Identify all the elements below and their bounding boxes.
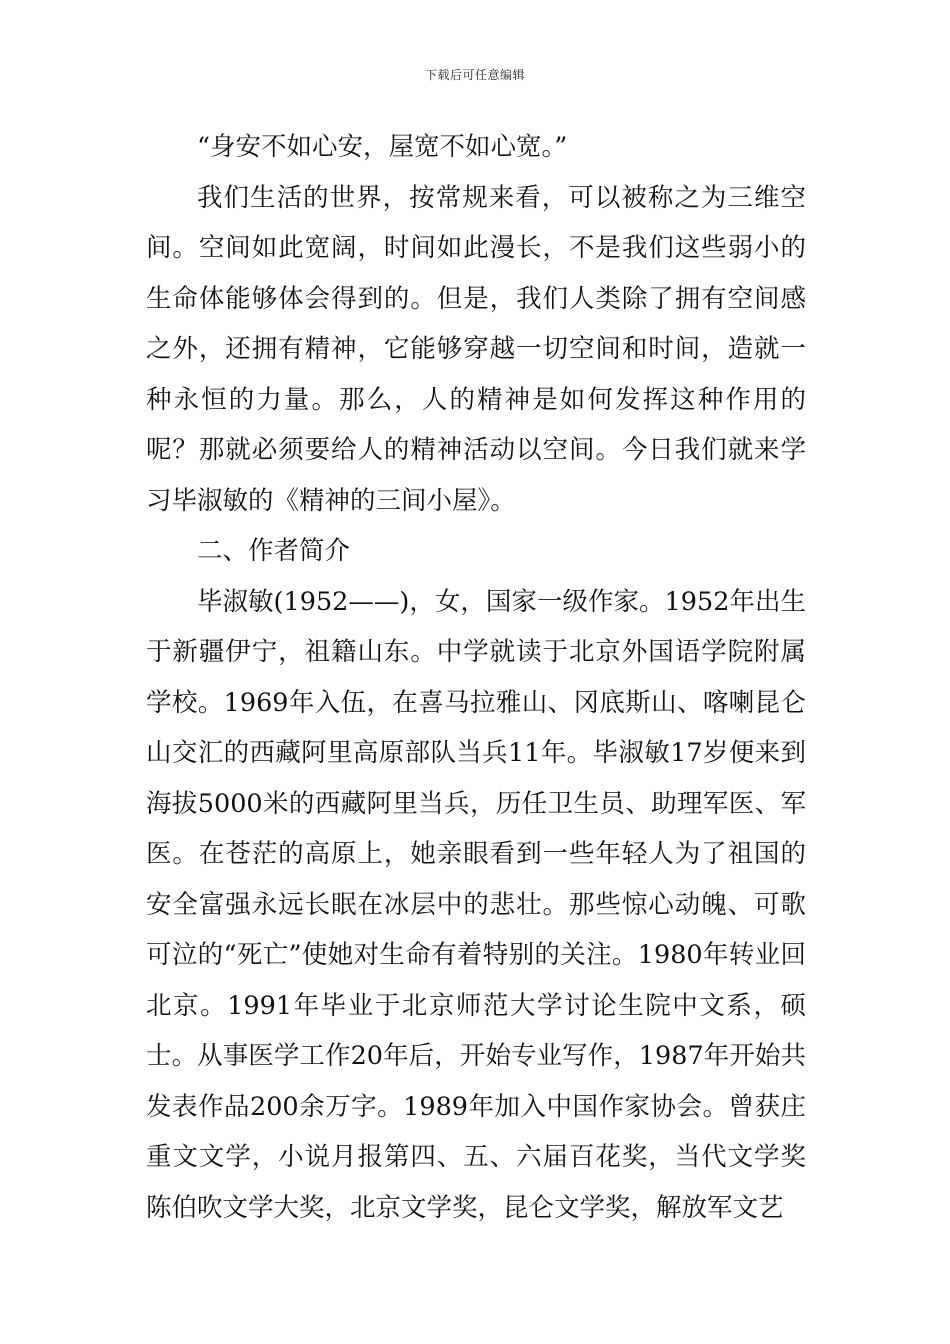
opening-quote-paragraph: “身安不如心安，屋宽不如心宽。”: [197, 132, 568, 162]
document-body: [146, 122, 806, 1233]
section-heading-author-intro: 二、作者简介: [197, 536, 351, 566]
author-biography-paragraph: 毕淑敏(1952——)，女，国家一级作家。1952年出生于新疆伊宁，祖籍山东。中学就读于北京外国语学院附属学校。1969年入伍，在喜马拉雅山、冈底斯山、喀喇昆仑山交汇的西藏阿里高原部队当兵11年。毕淑敏17岁便来到海拔5000米的西藏阿里当兵，历任卫生员、助理军医、军医。在苍茫的高原上，她亲眼看到一些年轻人为了祖国的安全富强永远长眠在冰层中的悲壮。那些惊心动魄、可歌可泣的“死亡”使她对生命有着特别的关注。1980年转业回北京。1991年毕业于北京师范大学讨论生院中文系，硕士。从事医学工作20年后，开始专业写作，1987年开始共发表作品200余万字。1989年加入中国作家协会。曾获庄重文文学，小说月报第四、五、六届百花奖，当代文学奖陈伯吹文学大奖，北京文学奖，昆仑文学奖，解放军文艺: [146, 586, 806, 1223]
page-header-note: 下载后可任意编辑: [424, 68, 525, 82]
introduction-paragraph: 我们生活的世界，按常规来看，可以被称之为三维空间。空间如此宽阔，时间如此漫长，不是我们这些弱小的生命体能够体会得到的。但是，我们人类除了拥有空间感之外，还拥有精神，它能够穿越一切空间和时间，造就一种永恒的力量。那么，人的精神是如何发挥这种作用的呢？那就必须要给人的精神活动以空间。今日我们就来学习毕淑敏的《精神的三间小屋》。: [146, 182, 806, 516]
